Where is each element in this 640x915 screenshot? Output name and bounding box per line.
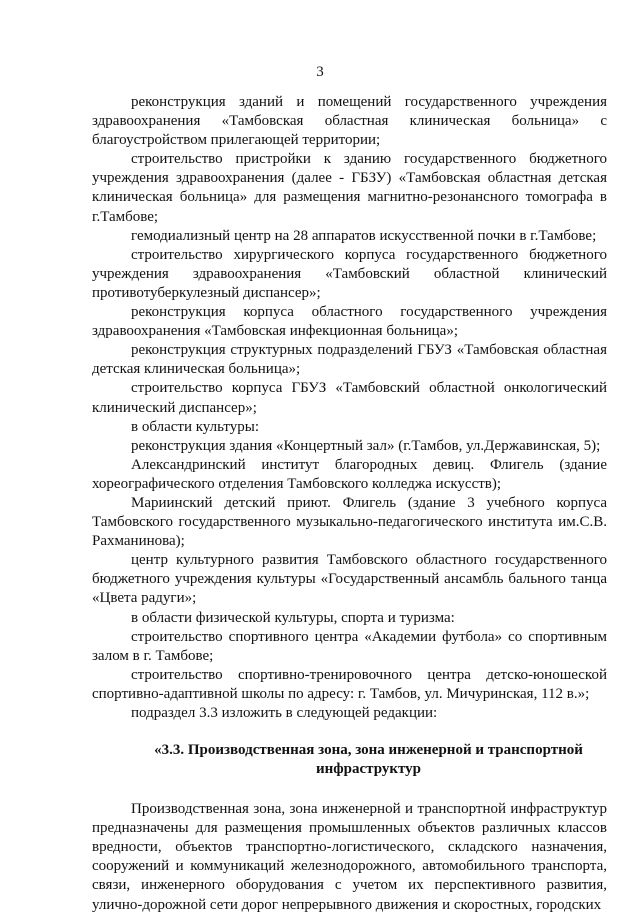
paragraph-1: реконструкция зданий и помещений государственного учреждения здравоохранения «Тамбовская областная клиническая больница» с благоустройством прилегающей территории; — [92, 94, 607, 149]
paragraph-10: Александринский институт благородных девиц. Флигель (здание хореографического отделения Тамбовского колледжа искусств); — [92, 456, 607, 492]
paragraph-9: реконструкция здания «Концертный зал» (г.Тамбов, ул.Державинская, 5); — [131, 437, 601, 454]
paragraph-6: реконструкция структурных подразделений ГБУЗ «Тамбовская областная детская клиническая больница»; — [92, 342, 607, 378]
paragraph-16: подраздел 3.3 изложить в следующей редакции: — [131, 705, 438, 721]
paragraph-14: строительство спортивного центра «Академии футбола» со спортивным залом в г. Тамбове; — [92, 628, 607, 664]
paragraph-15: строительство спортивно-тренировочного центра детско-юношеской спортивно-адаптивной школы по адресу: г. Тамбов, ул. Мичуринская, 112 в.»; — [92, 666, 607, 702]
paragraph-12: центр культурного развития Тамбовского областного государственного бюджетного учреждения культуры «Государственный ансамбль бального танца «Цвета радуги»; — [92, 552, 607, 607]
paragraph-5: реконструкция корпуса областного государственного учреждения здравоохранения «Тамбовская инфекционная больница»; — [92, 304, 607, 340]
paragraph-7: строительство корпуса ГБУЗ «Тамбовский областной онкологический клинический диспансер»; — [92, 380, 607, 416]
paragraph-3: гемодиализный центр на 28 аппаратов искусственной почки в г.Тамбове; — [131, 227, 597, 244]
page-number: 3 — [316, 64, 324, 80]
paragraph-8: в области культуры: — [131, 418, 259, 435]
paragraph-13: в области физической культуры, спорта и туризма: — [131, 609, 455, 626]
paragraph-2: строительство пристройки к зданию государственного бюджетного учреждения здравоохранения (далее - ГБЗУ) «Тамбовская областная детская клиническая больница» для размещения магнитно-резонансного томографа в г.Тамбове; — [92, 151, 607, 225]
section-body: Производственная зона, зона инженерной и транспортной инфраструктур предназначены для размещения промышленных объектов различных классов вредности, объектов транспортно-логистического, складского назначения, сооружений и коммуникаций железнодорожного, автомобильного транспорта, связи, инженерного оборудования с учетом их перспективного развития, улично-дорожной сети дорог непрерывного движения и скоростных, городских — [92, 801, 607, 913]
paragraph-4: строительство хирургического корпуса государственного бюджетного учреждения здравоохранения «Тамбовский областной клинический противотуберкулезный диспансер»; — [92, 246, 607, 301]
section-heading: «3.3. Производственная зона, зона инженерной и транспортной инфраструктур — [154, 742, 583, 778]
paragraph-11: Мариинский детский приют. Флигель (здание 3 учебного корпуса Тамбовского государственного музыкально-педагогического института им.С.В. Рахманинова); — [92, 494, 607, 550]
document-content — [92, 93, 607, 915]
